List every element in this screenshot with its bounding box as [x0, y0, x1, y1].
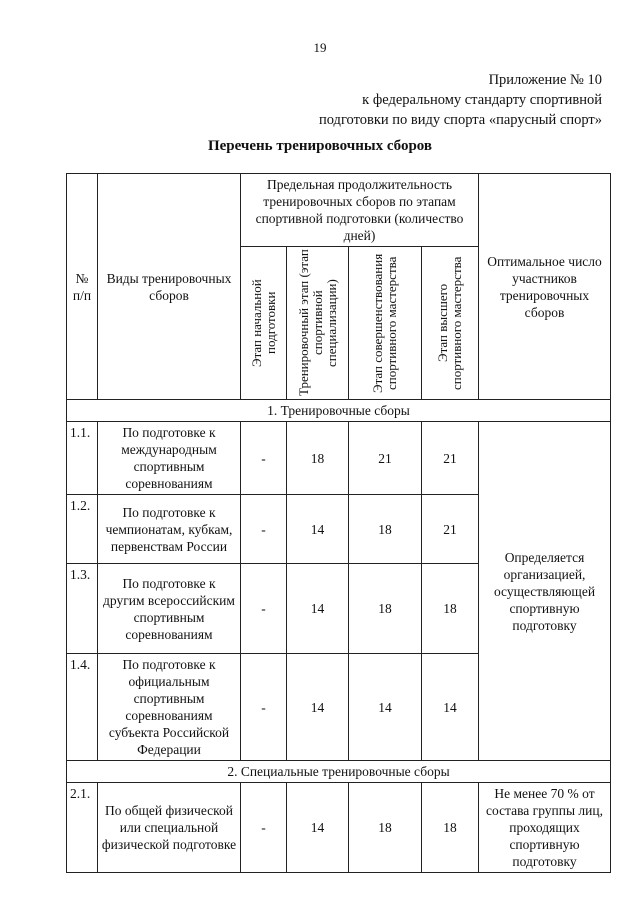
row-stage-2: 14 [287, 495, 349, 564]
appendix-line-1: Приложение № 10 [488, 72, 602, 88]
row-stage-2: 14 [287, 564, 349, 654]
row-number: 1.1. [67, 422, 98, 495]
row-name: По подготовке к международным спортивным соревнованиям [98, 422, 241, 495]
row-number: 1.3. [67, 564, 98, 654]
header-row-1 [67, 174, 611, 247]
document-title: Перечень тренировочных сборов [207, 138, 433, 154]
row-stage-1: - [241, 783, 287, 873]
header-num: № п/п [67, 174, 98, 400]
row-name: По общей физической или специальной физической подготовке [98, 783, 241, 873]
appendix-line-3: подготовки по виду спорта «парусный спорт» [318, 112, 602, 128]
row-stage-1: - [241, 654, 287, 761]
page-number: 19 [313, 40, 327, 55]
header-stage-1-label: Этап начальной подготовки [248, 279, 278, 367]
row-stage-3: 21 [349, 422, 422, 495]
section-row [67, 761, 611, 783]
row-name: По подготовке к другим всероссийским спортивным соревнованиям [98, 564, 241, 654]
header-stage-3 [349, 247, 422, 400]
row-name: По подготовке к чемпионатам, кубкам, первенствам России [98, 495, 241, 564]
appendix-header [319, 70, 602, 130]
row-stage-1: - [241, 564, 287, 654]
row-stage-3: 18 [349, 564, 422, 654]
row-number: 1.4. [67, 654, 98, 761]
row-stage-2: 18 [287, 422, 349, 495]
table-row [67, 422, 611, 495]
row-stage-2: 14 [287, 783, 349, 873]
header-participants: Оптимальное число участников тренировочных сборов [479, 174, 611, 400]
row-stage-1: - [241, 422, 287, 495]
row-stage-3: 18 [349, 495, 422, 564]
section-row [67, 400, 611, 422]
row-number: 2.1. [67, 783, 98, 873]
header-kind: Виды тренировочных сборов [98, 174, 241, 400]
row-stage-3: 18 [349, 783, 422, 873]
header-stage-2-label: Тренировочный этап (этап спортивной специализации) [295, 249, 339, 397]
row-name: По подготовке к официальным спортивным соревнованиям субъекта Российской Федерации [98, 654, 241, 761]
section-1-participants: Определяется организацией, осуществляющей спортивную подготовку [479, 422, 611, 761]
header-duration: Предельная продолжительность тренировочных сборов по этапам спортивной подготовки (количество дней) [241, 174, 479, 247]
row-stage-4: 18 [422, 783, 479, 873]
training-camps-table [66, 173, 611, 873]
row-stage-4: 18 [422, 564, 479, 654]
header-stage-4 [422, 247, 479, 400]
row-stage-1: - [241, 495, 287, 564]
row-stage-4: 14 [422, 654, 479, 761]
header-stage-4-label: Этап высшего спортивного мастерства [435, 256, 464, 390]
row-number: 1.2. [67, 495, 98, 564]
header-stage-1 [241, 247, 287, 400]
appendix-line-2: к федеральному стандарту спортивной [362, 92, 602, 108]
section-2-title: 2. Специальные тренировочные сборы [67, 761, 611, 783]
row-stage-2: 14 [287, 654, 349, 761]
header-stage-2 [287, 247, 349, 400]
table-row [67, 783, 611, 873]
row-stage-4: 21 [422, 495, 479, 564]
row-participants: Не менее 70 % от состава группы лиц, проходящих спортивную подготовку [479, 783, 611, 873]
row-stage-3: 14 [349, 654, 422, 761]
row-stage-4: 21 [422, 422, 479, 495]
section-1-title: 1. Тренировочные сборы [67, 400, 611, 422]
header-stage-3-label: Этап совершенствования спортивного мастерства [370, 253, 399, 393]
